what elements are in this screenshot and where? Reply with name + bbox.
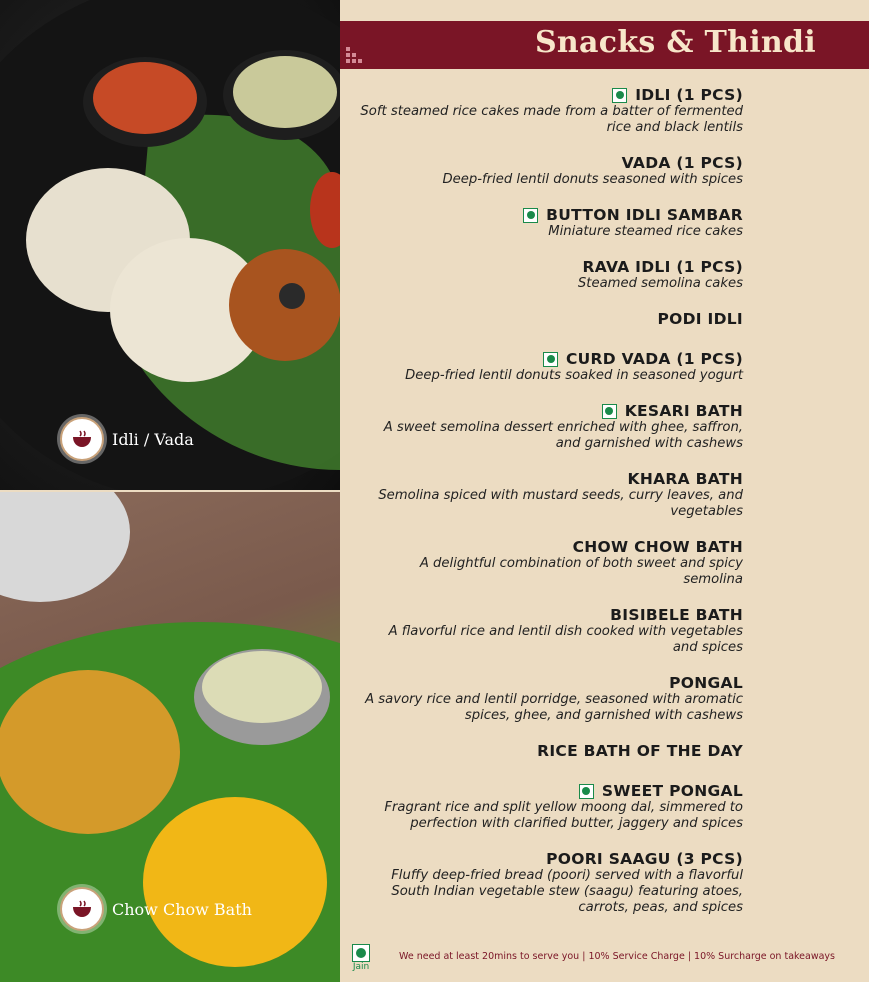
menu-item — [360, 850, 743, 916]
menu-item — [360, 782, 743, 832]
menu-item-title — [360, 470, 743, 488]
idli-vada-photo — [0, 0, 340, 490]
menu-item — [360, 470, 743, 520]
menu-item-name: BISIBELE BATH — [610, 606, 743, 624]
menu-item-description: Semolina spiced with mustard seeds, curry leaves, and vegetables — [378, 488, 743, 519]
menu-item — [360, 350, 743, 384]
jain-icon — [579, 784, 594, 799]
menu-item-description: Deep-fried lentil donuts seasoned with spices — [442, 172, 743, 187]
menu-item-title — [360, 86, 743, 104]
menu-item-description: Deep-fried lentil donuts soaked in seasoned yogurt — [405, 368, 743, 383]
menu-item-name: KHARA BATH — [627, 470, 743, 488]
menu-item — [360, 154, 743, 188]
photo-column — [0, 0, 340, 982]
caption-text: Idli / Vada — [112, 429, 194, 449]
chow-chow-bath-caption — [60, 887, 252, 931]
menu-item-name: IDLI (1 PCS) — [635, 86, 743, 104]
page-title: Snacks & Thindi — [534, 25, 816, 60]
menu-item-name: RAVA IDLI (1 PCS) — [582, 258, 743, 276]
menu-item-description: Steamed semolina cakes — [577, 276, 743, 291]
menu-item-description: A delightful combination of both sweet and spicy semolina — [419, 556, 743, 587]
bowl-icon — [60, 417, 104, 461]
menu-item — [360, 606, 743, 656]
menu-item — [360, 538, 743, 588]
menu-item-name: VADA (1 PCS) — [621, 154, 743, 172]
menu-item-description: A flavorful rice and lentil dish cooked with vegetables and spices — [388, 624, 743, 655]
menu-item-name: CURD VADA (1 PCS) — [566, 350, 743, 368]
menu-item-title — [360, 674, 743, 692]
menu-item-name: PONGAL — [669, 674, 743, 692]
menu-item-description: Miniature steamed rice cakes — [548, 224, 743, 239]
menu-item-title — [360, 206, 743, 224]
menu-item-title — [360, 538, 743, 556]
menu-item — [360, 86, 743, 136]
menu-item-name: RICE BATH OF THE DAY — [537, 742, 743, 760]
menu-item-title — [360, 782, 743, 800]
menu-list — [360, 86, 743, 934]
menu-item-description: A sweet semolina dessert enriched with ghee, saffron, and garnished with cashews — [383, 420, 743, 451]
menu-item-title — [360, 402, 743, 420]
jain-icon — [523, 208, 538, 223]
menu-item-title — [360, 850, 743, 868]
jain-icon — [602, 404, 617, 419]
menu-item — [360, 310, 743, 328]
menu-item-description: Fluffy deep-fried bread (poori) served with a flavorful South Indian vegetable stew (saagu) featuring atoes, carrots, peas, and spices — [391, 868, 743, 915]
bowl-icon — [60, 887, 104, 931]
menu-item-title — [360, 350, 743, 368]
menu-item-description: Fragrant rice and split yellow moong dal, simmered to perfection with clarified butter, jaggery and spices — [384, 800, 743, 831]
menu-item-name: POORI SAAGU (3 PCS) — [546, 850, 743, 868]
menu-item — [360, 742, 743, 760]
menu-item-title — [360, 310, 743, 328]
jain-icon — [543, 352, 558, 367]
menu-item-name: KESARI BATH — [624, 402, 743, 420]
menu-item-description: Soft steamed rice cakes made from a batter of fermented rice and black lentils — [360, 104, 743, 135]
menu-item — [360, 206, 743, 240]
menu-item-name: CHOW CHOW BATH — [572, 538, 743, 556]
menu-item-title — [360, 154, 743, 172]
jain-legend — [352, 943, 370, 972]
chow-chow-bath-photo — [0, 492, 340, 982]
footer-note: We need at least 20mins to serve you | 10% Service Charge | 10% Surcharge on takeaways — [399, 951, 836, 962]
caption-text: Chow Chow Bath — [112, 899, 252, 919]
jain-icon — [352, 944, 370, 962]
jain-icon — [612, 88, 627, 103]
menu-item — [360, 258, 743, 292]
menu-item-description: A savory rice and lentil porridge, seasoned with aromatic spices, ghee, and garnished with cashews — [365, 692, 743, 723]
section-header — [340, 21, 869, 69]
menu-item — [360, 402, 743, 452]
menu-item-name: SWEET PONGAL — [601, 782, 743, 800]
menu-item-title — [360, 742, 743, 760]
menu-item-title — [360, 606, 743, 624]
idli-vada-caption — [60, 417, 194, 461]
jain-legend-label: Jain — [352, 962, 370, 972]
menu-item-name: BUTTON IDLI SAMBAR — [546, 206, 743, 224]
menu-item — [360, 674, 743, 724]
dots-ornament-icon — [346, 47, 366, 65]
menu-item-title — [360, 258, 743, 276]
menu-item-name: PODI IDLI — [657, 310, 743, 328]
